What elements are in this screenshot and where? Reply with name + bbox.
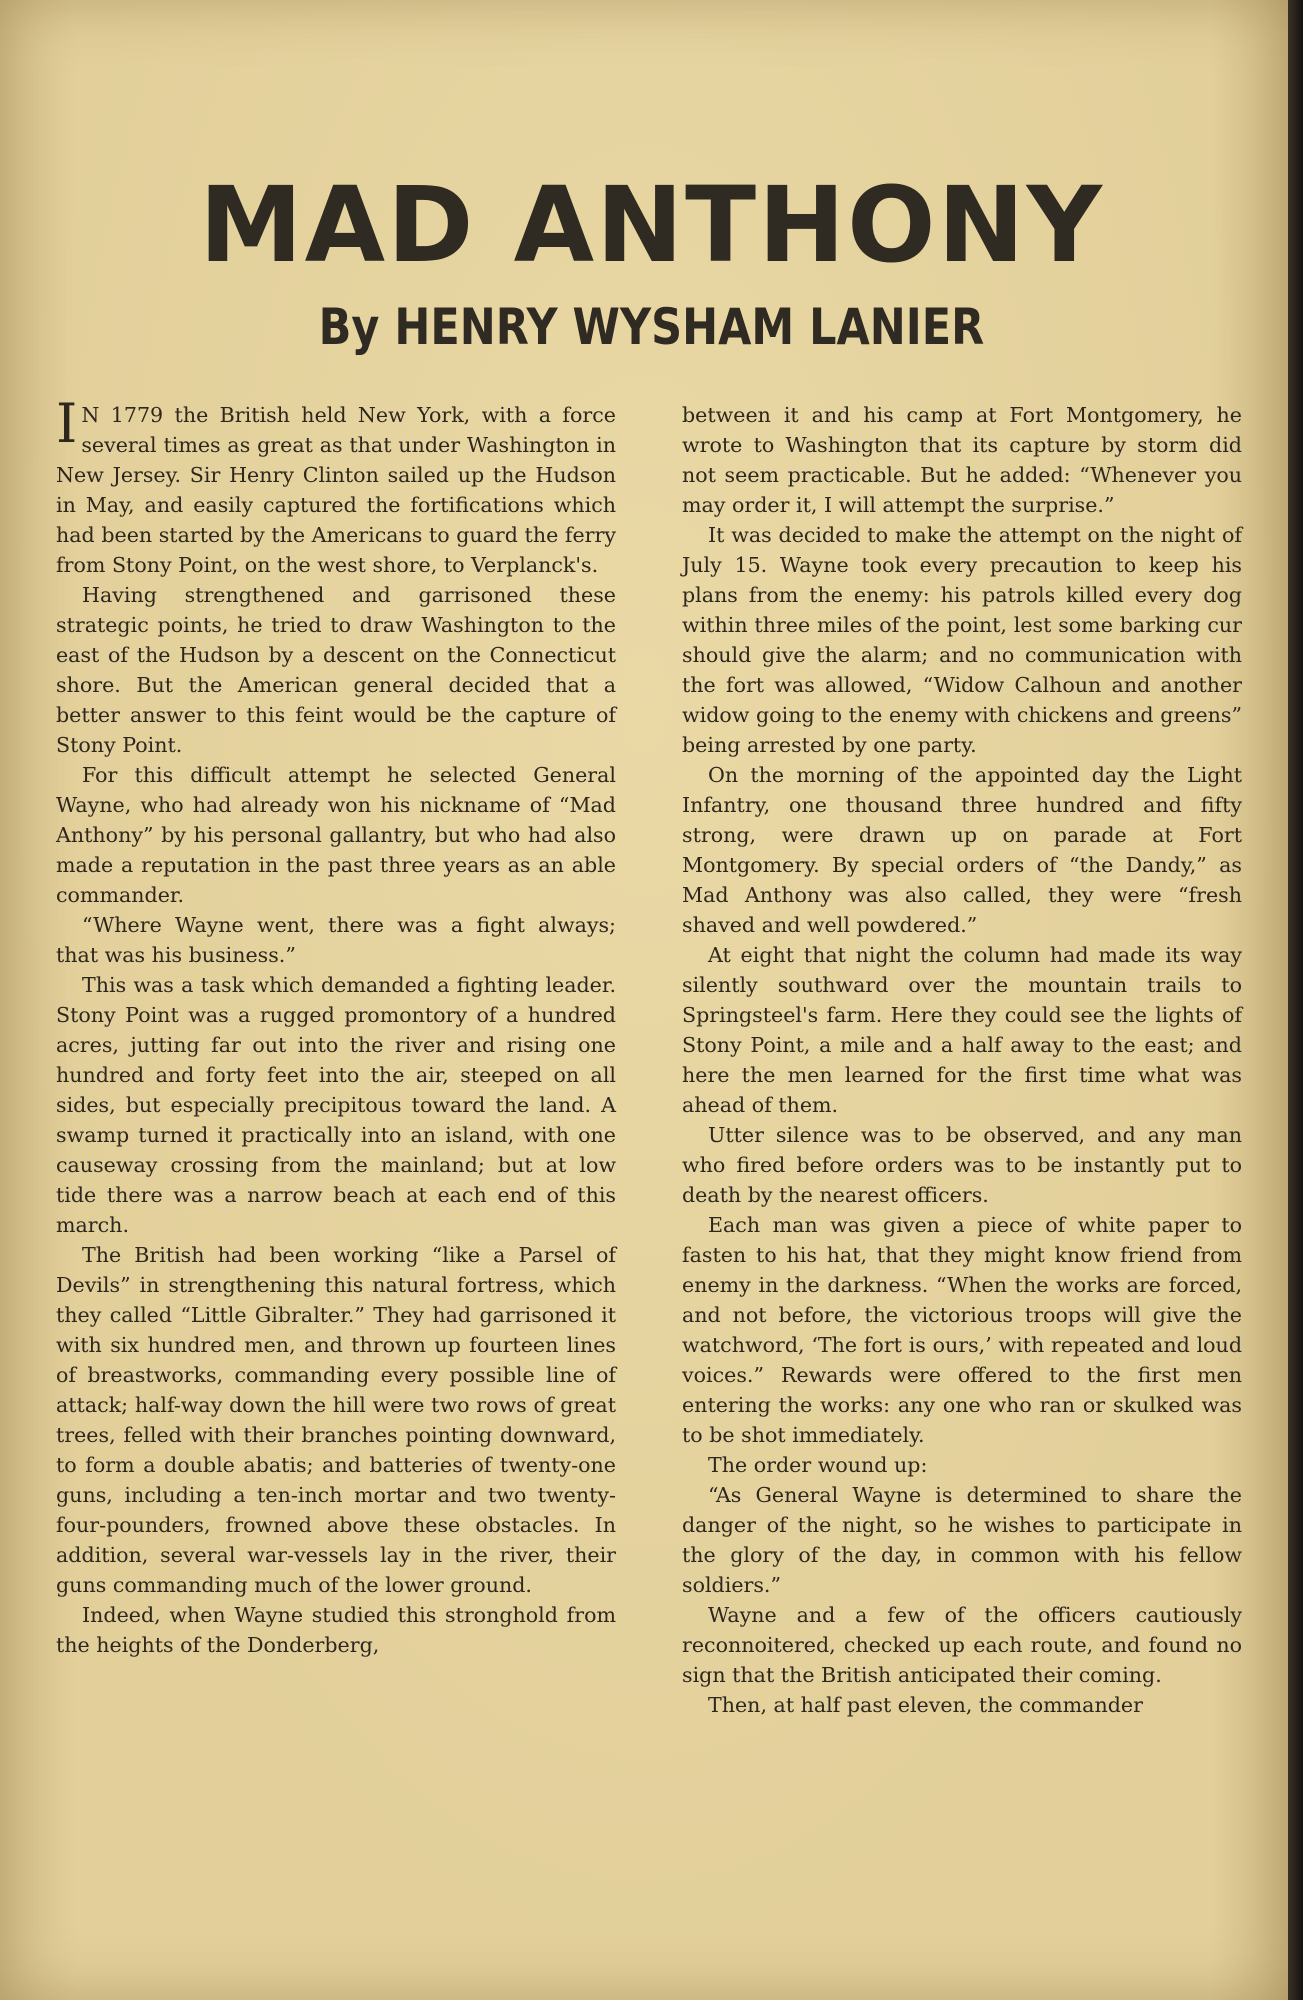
- paragraph: Indeed, when Wayne studied this stronghold from the heights of the Donderberg,: [56, 1603, 616, 1657]
- paragraph: Having strengthened and garrisoned these strategic points, he tried to draw Washington to the east of the Hudson by a descent on the Connecticut shore. But the American general decided that a better answer to this feint would be the capture of Stony Point.: [56, 583, 616, 757]
- paragraph: On the morning of the appointed day the Light Infantry, one thousand three hundred and fifty strong, were drawn up on parade at Fort Montgomery. By special orders of “the Dandy,” as Mad Anthony was also called, they were “fresh shaved and well powdered.”: [682, 763, 1242, 937]
- paragraph: I N 1779 the British held New York, with a force several times as great as that under Washington in New Jersey. Sir Henry Clinton sailed up the Hudson in May, and easily captured the fortifications which had been started by the Americans to guard the ferry from Stony Point, on the west shore, to Verplanck's.: [56, 392, 616, 577]
- right-column: [682, 400, 1242, 1720]
- paragraph: The order wound up:: [708, 1453, 928, 1477]
- paragraph: It was decided to make the attempt on the night of July 15. Wayne took every precaution to keep his plans from the enemy: his patrols killed every dog within three miles of the point, lest some barking cur should give the alarm; and no communication with the fort was allowed, “Widow Calhoun and another widow going to the enemy with chickens and greens” being arrested by one party.: [682, 523, 1242, 757]
- drop-cap: I: [56, 392, 78, 455]
- paragraph: Each man was given a piece of white paper to fasten to his hat, that they might know friend from enemy in the darkness. “When the works are forced, and not before, the victorious troops will give the watchword, ‘The fort is ours,’ with repeated and loud voices.” Rewards were offered to the first men entering the works: any one who ran or skulked was to be shot immediately.: [682, 1213, 1242, 1447]
- article-title: MAD ANTHONY: [199, 164, 1104, 286]
- binding-edge: [1288, 0, 1303, 2000]
- paragraph: The British had been working “like a Parsel of Devils” in strengthening this natural fortress, which they called “Little Gibralter.” They had garrisoned it with six hundred men, and thrown up fourteen lines of breastworks, commanding every possible line of attack; half-way down the hill were two rows of great trees, felled with their branches pointing downward, to form a double abatis; and batteries of twenty-one guns, including a ten-inch mortar and two twenty-four-pounders, frowned above these obstacles. In addition, several war-vessels lay in the river, their guns commanding much of the lower ground.: [56, 1243, 616, 1597]
- paragraph: Then, at half past eleven, the commander: [708, 1693, 1143, 1717]
- paragraph: “As General Wayne is determined to share the danger of the night, so he wishes to participate in the glory of the day, in common with his fellow soldiers.”: [682, 1483, 1242, 1597]
- paragraph: For this difficult attempt he selected General Wayne, who had already won his nickname of “Mad Anthony” by his personal gallantry, but who had also made a reputation in the past three years as an able commander.: [56, 763, 616, 907]
- article-byline: By HENRY WYSHAM LANIER: [318, 298, 985, 356]
- left-column: [56, 392, 616, 1660]
- paragraph: “Where Wayne went, there was a fight always; that was his business.”: [56, 913, 616, 967]
- paragraph: Utter silence was to be observed, and any man who fired before orders was to be instantly put to death by the nearest officers.: [682, 1123, 1242, 1207]
- paragraph: between it and his camp at Fort Montgomery, he wrote to Washington that its capture by storm did not seem practicable. But he added: “Whenever you may order it, I will attempt the surprise.”: [682, 403, 1242, 517]
- paragraph: This was a task which demanded a fighting leader. Stony Point was a rugged promontory of a hundred acres, jutting far out into the river and rising one hundred and forty feet into the air, steeped on all sides, but especially precipitous toward the land. A swamp turned it practically into an island, with one causeway crossing from the mainland; but at low tide there was a narrow beach at each end of this march.: [56, 973, 616, 1237]
- paragraph: Wayne and a few of the officers cautiously reconnoitered, checked up each route, and found no sign that the British anticipated their coming.: [682, 1603, 1242, 1687]
- paragraph: At eight that night the column had made its way silently southward over the mountain trails to Springsteel's farm. Here they could see the lights of Stony Point, a mile and a half away to the east; and here the men learned for the first time what was ahead of them.: [682, 943, 1242, 1117]
